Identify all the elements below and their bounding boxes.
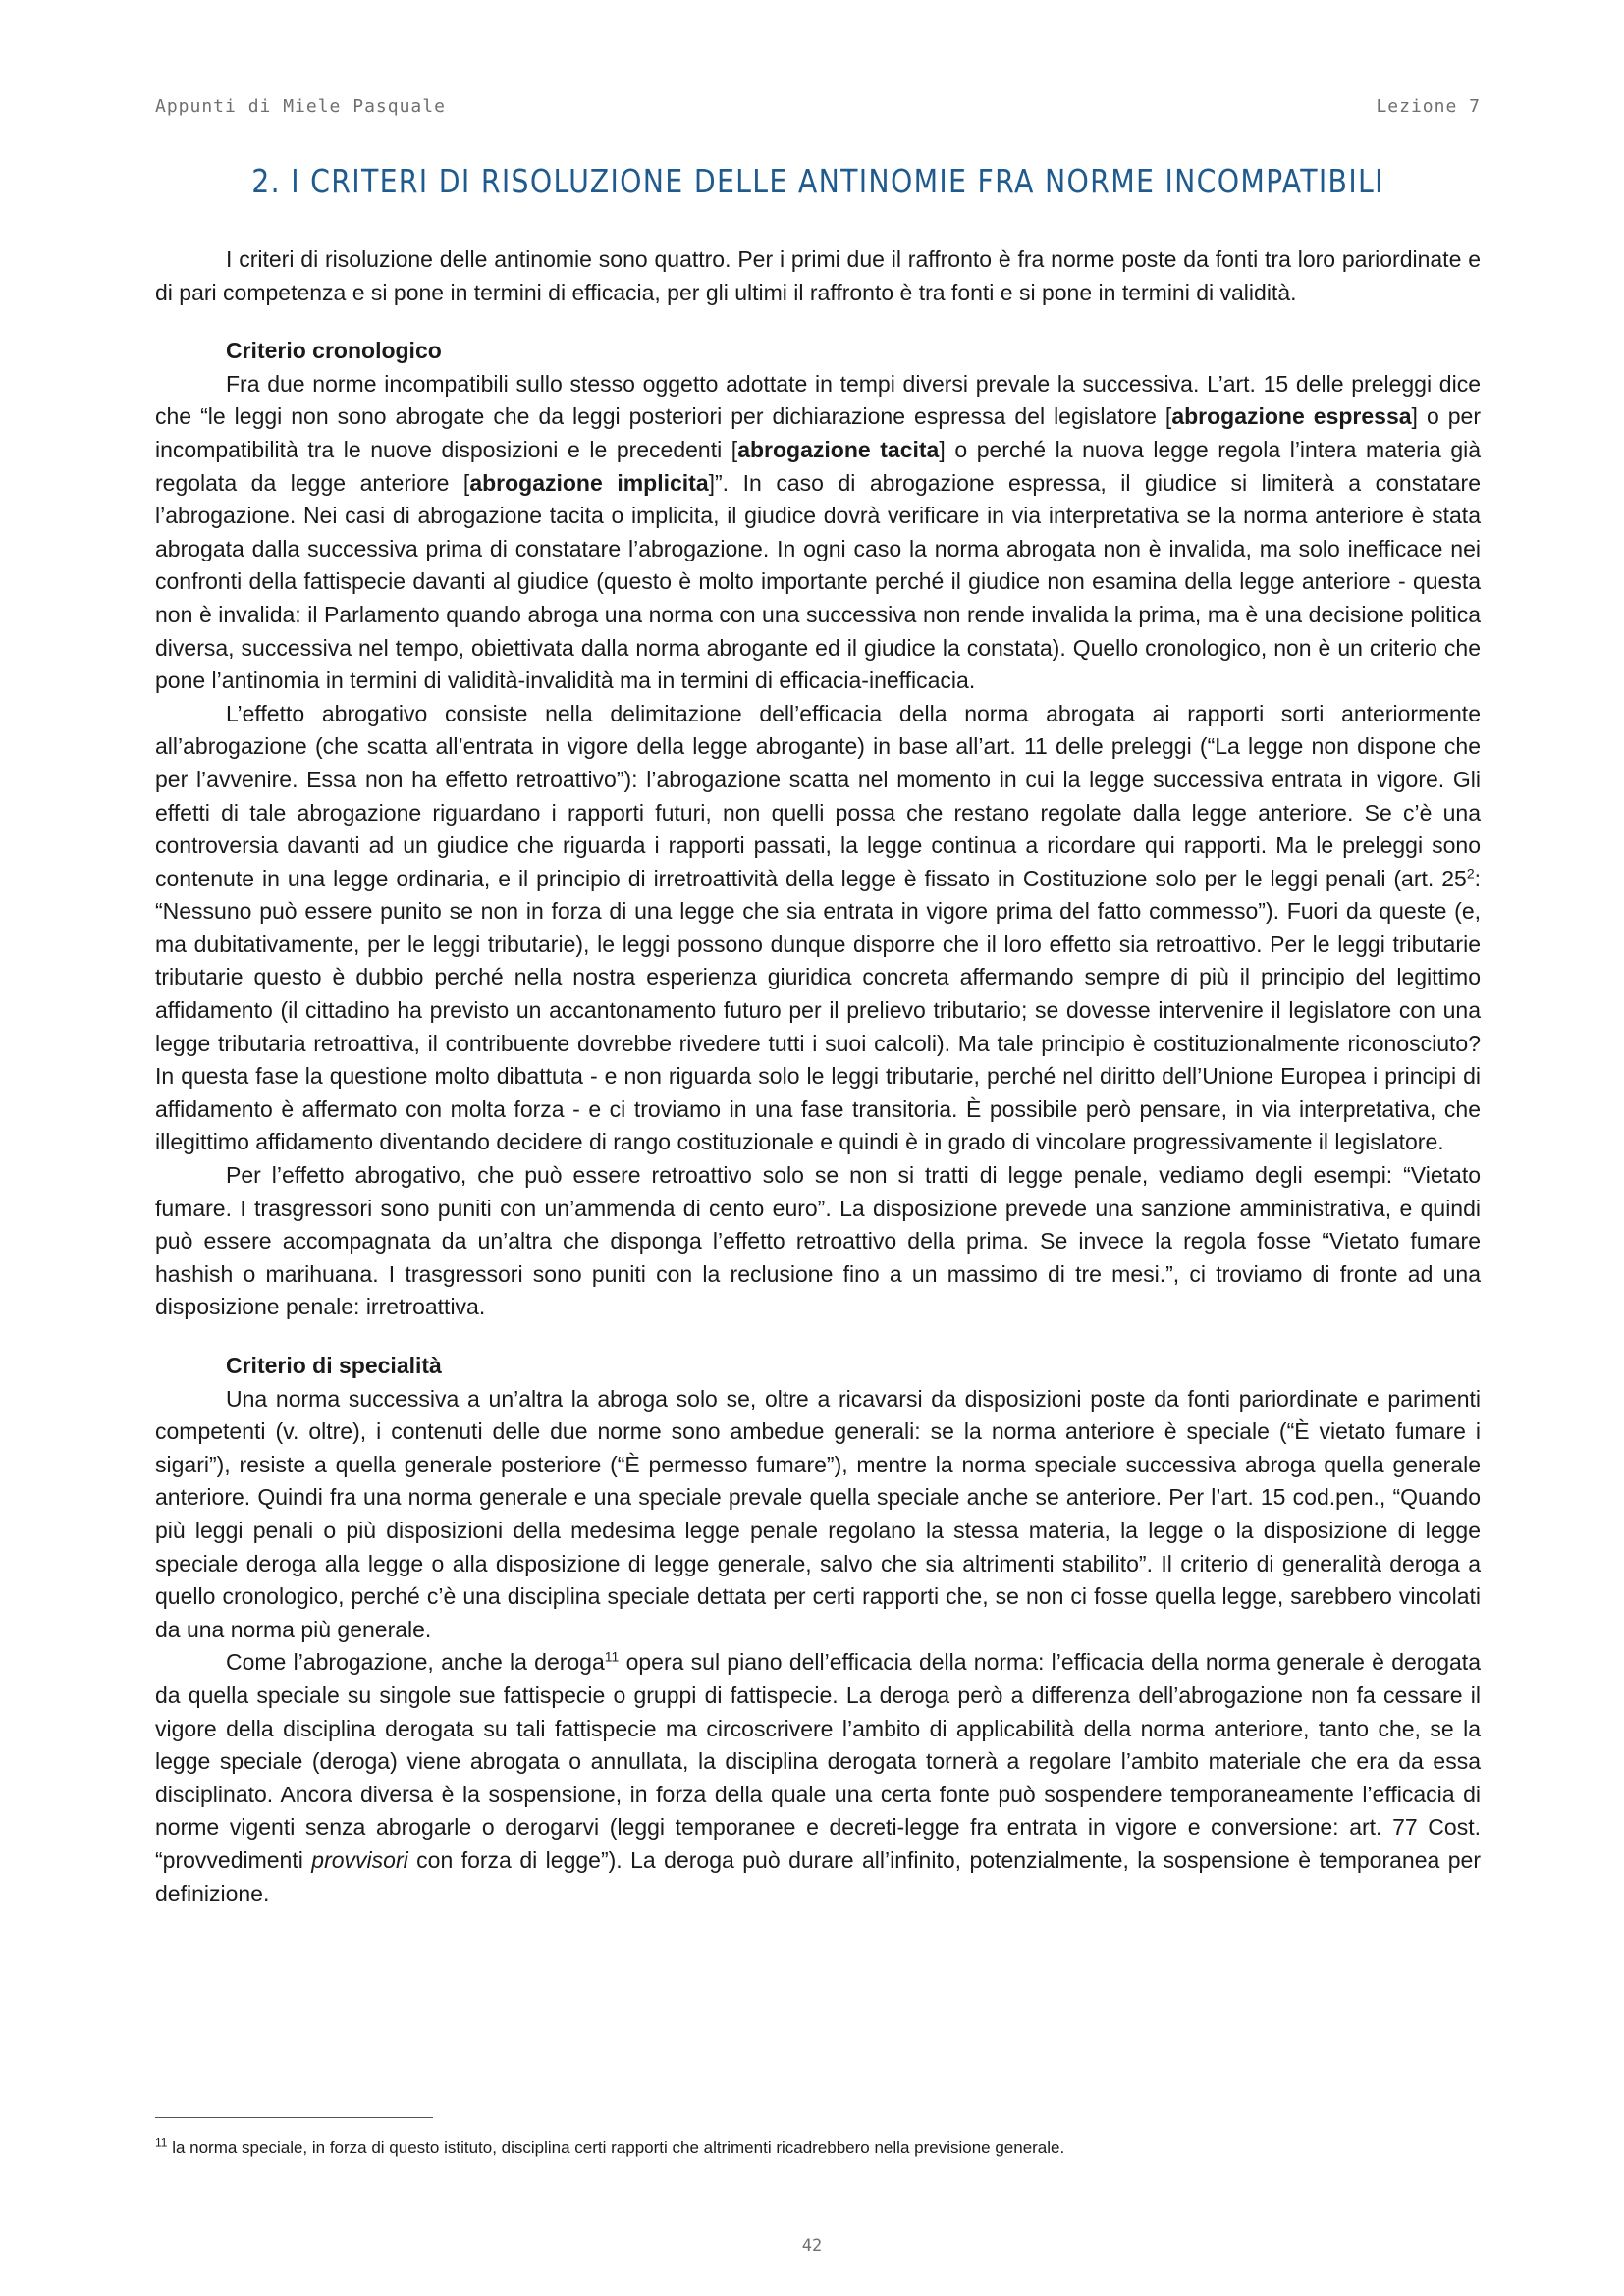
term-abrogazione-tacita: abrogazione tacita: [737, 436, 940, 462]
footnote-mark: 11: [155, 2135, 168, 2150]
text-run: ] o perché la nuova legge regola l’intera materia già regolata da legge anteriore [: [155, 436, 1482, 496]
text-run: Fra due norme incompatibili sullo stesso oggetto adottate in tempi diversi prevale la successiva. L’art. 15 delle preleggi dice che “le leggi non sono abrogate che da leggi posteriori per dichiarazione espressa del legislatore [: [155, 370, 1481, 430]
term-abrogazione-implicita: abrogazione implicita: [469, 469, 709, 496]
italic-term: provvisori: [311, 1846, 408, 1873]
paragraph-specialita-1: Una norma successiva a un’altra la abroga solo se, oltre a ricavarsi da disposizioni poste da fonti pariordinate e parimenti competenti (v. oltre), i contenuti delle due norme sono ambedue generali: se la norma anteriore è speciale (“È vietato fumare i sigari”), resiste a quella generale posteriore (“È permesso fumare”), mentre la norma speciale successiva abroga quella generale anteriore. Quindi fra una norma generale e una speciale prevale quella speciale anche se anteriore. Per l’art. 15 cod.pen., “Quando più leggi penali o più disposizioni della medesima legge penale regolano la stessa materia, la legge o la disposizione di legge speciale deroga alla legge o alla disposizione di legge generale, salvo che sia altrimenti stabilito”. Il criterio di generalità deroga a quello cronologico, perché c’è una disciplina speciale dettata per certi rapporti che, se non ci fosse quella legge, sarebbero vincolati da una norma più generale.: [155, 1385, 1481, 1642]
paragraph-specialita-2: [155, 1646, 1481, 1910]
intro-paragraph: I criteri di risoluzione delle antinomie sono quattro. Per i primi due il raffronto è fra norme poste da fonti tra loro pariordinate e di pari competenza e si pone in termini di efficacia, per gli ultimi il raffronto è tra fonti e si pone in termini di validità.: [155, 246, 1481, 305]
footnote: [155, 2135, 1481, 2158]
heading-criterio-cronologico: Criterio cronologico: [226, 338, 442, 364]
text-run: opera sul piano dell’efficacia della norma: l’efficacia della norma generale è derogata da quella speciale su singole sue fattispecie o gruppi di fattispecie. La deroga però a differenza dell’abrogazione non fa cessare il vigore della disciplina derogata su tali fattispecie ma circoscrivere l’ambito di applicabilità della norma anteriore, tanto che, se la legge speciale (deroga) viene abrogata o annullata, la disciplina derogata tornerà a regolare l’ambito materiale che era da essa disciplinato. Ancora diversa è la sospensione, in forza della quale una certa fonte può sospendere temporaneamente l’efficacia di norme vigenti senza abrogarle o derogarvi (leggi temporanee e decreti-legge fra entrata in vigore e conversione: art. 77 Cost. “provvedimenti: [155, 1649, 1481, 1873]
body-text: [155, 243, 1481, 1910]
text-run: : “Nessuno può essere punito se non in forza di una legge che sia entrata in vigore prima del fatto commesso”). Fuori da queste (e, ma dubitativamente, per le leggi tributarie), le leggi possono dunque disporre che il loro effetto sia retroattivo. Per le leggi tributarie tributarie questo è dubbio perché nella nostra esperienza giuridica concreta affermando sempre di più il principio del legittimo affidamento (il cittadino ha previsto un accantonamento futuro per il prelievo tributario; se dovesse intervenire il legislatore con una legge tributaria retroattiva, il contribuente dovrebbe rivedere tutti i suoi calcoli). Ma tale principio è costituzionalmente riconosciuto? In questa fase la questione molto dibattuta - e non riguarda solo le leggi tributarie, perché nel diritto dell’Unione Europea i principi di affidamento è affermato con molta forza - e ci troviamo in una fase transitoria. È possibile però pensare, in via interpretativa, che illegittimo affidamento diventando decidere di rango costituzionale e quindi è in grado di vincolare progressivamente il legislatore.: [155, 865, 1481, 1155]
term-abrogazione-espressa: abrogazione espressa: [1171, 403, 1412, 430]
superscript: 2: [1466, 865, 1475, 881]
paragraph-cronologico-2: [155, 698, 1481, 1159]
page-number: 42: [801, 2236, 823, 2256]
footnote-text: la norma speciale, in forza di questo istituto, disciplina certi rapporti che altrimenti ricadrebbero nella previsione generale.: [167, 2138, 1065, 2157]
paragraph-cronologico-3: Per l’effetto abrogativo, che può essere retroattivo solo se non si tratti di legge penale, vediamo degli esempi: “Vietato fumare. I trasgressori sono puniti con un’ammenda di cento euro”. La disposizione prevede una sanzione amministrativa, e quindi può essere accompagnata da un’altra che disponga l’effetto retroattivo della prima. Se invece la regola fosse “Vietato fumare hashish o marihuana. I trasgressori sono puniti con la reclusione fino a un massimo di tre mesi.”, ci troviamo di fronte ad una disposizione penale: irretroattiva.: [155, 1162, 1481, 1320]
text-run: ]”. In caso di abrogazione espressa, il giudice si limiterà a constatare l’abrogazione. Nei casi di abrogazione tacita o implicita, il giudice dovrà verificare in via interpretativa se la norma anteriore è stata abrogata dalla successiva prima di constatare l’abrogazione. In ogni caso la norma abrogata non è invalida, ma solo inefficace nei confronti della fattispecie davanti al giudice (questo è molto importante perché il giudice non esamina della legge anteriore - questa non è invalida: il Parlamento quando abroga una norma con una successiva non rende invalida la prima, ma è una decisione politica diversa, successiva nel tempo, obiettivata dalla norma abrogante ed il giudice la constata). Quello cronologico, non è un criterio che pone l’antinomia in termini di validità-invalidità ma in termini di efficacia-inefficacia.: [155, 469, 1482, 694]
paragraph-cronologico-1: [155, 368, 1481, 698]
footnote-divider: [155, 2117, 433, 2118]
text-run: ] o per incompatibilità tra le nuove disposizioni e le precedenti [: [155, 403, 1481, 462]
heading-criterio-specialita: Criterio di specialità: [226, 1353, 442, 1378]
text-run: Come l’abrogazione, anche la deroga: [226, 1649, 605, 1676]
footnote-reference[interactable]: 11: [604, 1648, 620, 1665]
text-run: con forza di legge”). La deroga può durare all’infinito, potenzialmente, la sospensione è temporanea per definizione.: [155, 1846, 1481, 1906]
header-lesson: Lezione 7: [1376, 96, 1481, 117]
header-author: Appunti di Miele Pasquale: [155, 96, 446, 117]
chapter-title: 2. I CRITERI DI RISOLUZIONE DELLE ANTINOMIE FRA NORME INCOMPATIBILI: [251, 162, 1384, 200]
text-run: L’effetto abrogativo consiste nella delimitazione dell’efficacia della norma abrogata ai rapporti sorti anteriormente all’abrogazione (che scatta all’entrata in vigore della legge abrogante) in base all’art. 11 delle preleggi (“La legge non dispone che per l’avvenire. Essa non ha effetto retroattivo”): l’abrogazione scatta nel momento in cui la legge successiva entrata in vigore. Gli effetti di tale abrogazione riguardano i rapporti futuri, non quelli possa che restano regolate dalla legge anteriore. Se c’è una controversia davanti ad un giudice che riguarda i rapporti passati, la legge continua a ricordare qui rapporti. Ma le preleggi sono contenute in una legge ordinaria, e il principio di irretroattività della legge è fissato in Costituzione solo per le leggi penali (art. 25: [155, 700, 1481, 891]
